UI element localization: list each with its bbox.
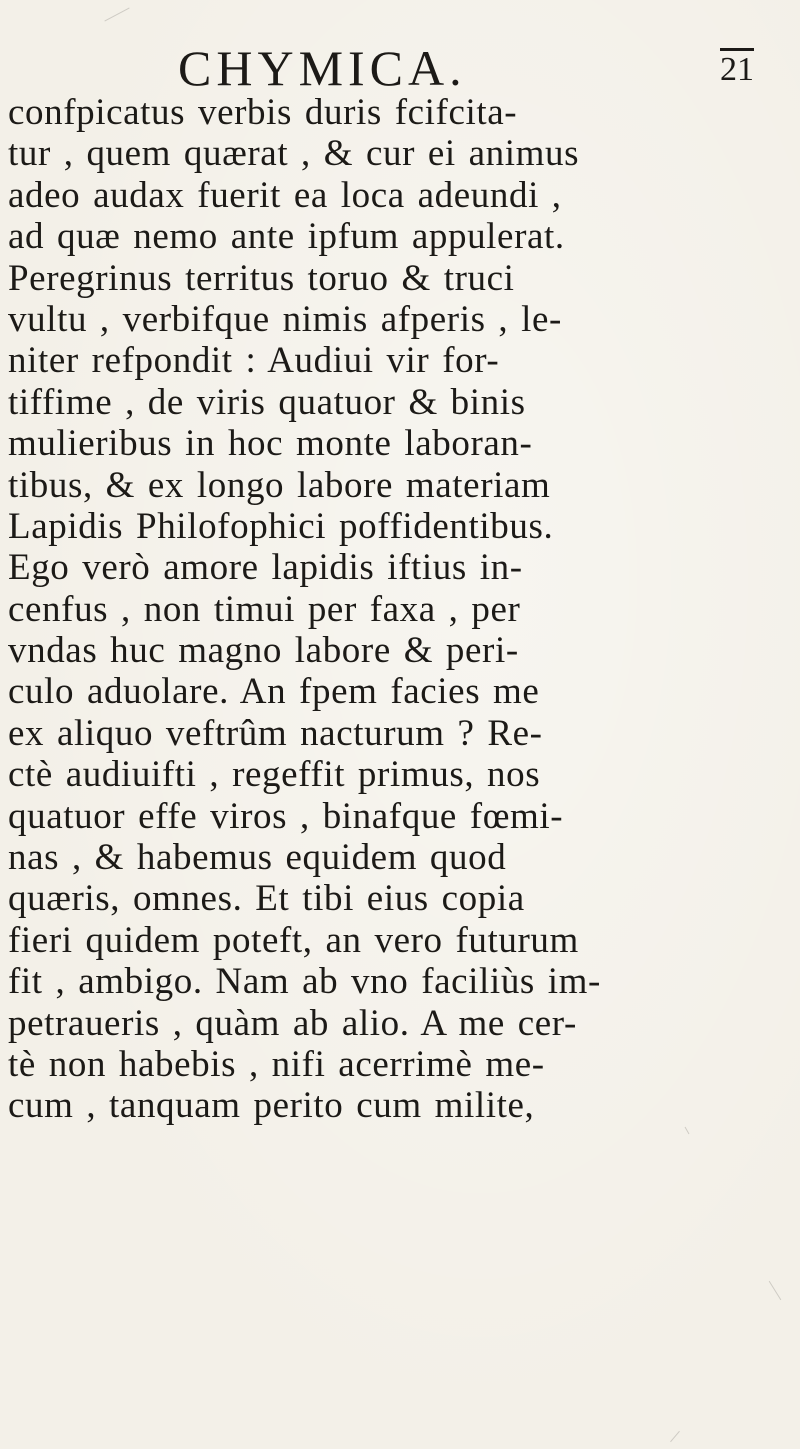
page-number: 21 bbox=[720, 51, 754, 88]
text-line: Ego verò amore lapidis iftius in- bbox=[8, 547, 523, 589]
text-line: niter refpondit : Audiui vir for- bbox=[8, 340, 500, 382]
text-line: quatuor effe viros , binafque fœmi- bbox=[8, 795, 564, 837]
text-line: quæris, omnes. Et tibi eius copia bbox=[8, 878, 525, 920]
paper-mark bbox=[104, 7, 129, 21]
text-line: ctè audiuifti , regeffit primus, nos bbox=[8, 754, 541, 796]
text-line: tè non habebis , nifi acerrimè me- bbox=[8, 1043, 545, 1085]
text-line: ex aliquo veftrûm nacturum ? Re- bbox=[8, 712, 543, 754]
text-line: cum , tanquam perito cum milite, bbox=[8, 1085, 535, 1127]
text-line: Peregrinus territus toruo & truci bbox=[8, 257, 515, 299]
text-line: fieri quidem poteft, an vero futurum bbox=[8, 919, 579, 961]
text-line: petraueris , quàm ab alio. A me cer- bbox=[8, 1002, 577, 1044]
text-line: cenfus , non timui per faxa , per bbox=[8, 588, 521, 630]
text-line: vultu , verbifque nimis afperis , le- bbox=[8, 298, 562, 340]
page-header bbox=[0, 38, 800, 98]
text-line: mulieribus in hoc monte laboran- bbox=[8, 423, 533, 465]
text-line: tiffime , de viris quatuor & binis bbox=[8, 381, 526, 423]
text-line: tibus, & ex longo labore materiam bbox=[8, 464, 551, 506]
running-title: CHYMICA. bbox=[178, 40, 467, 96]
text-line: tur , quem quærat , & cur ei animus bbox=[8, 133, 580, 175]
paper-mark bbox=[769, 1281, 782, 1300]
text-line: confpicatus verbis duris fcifcita- bbox=[8, 92, 518, 133]
text-line: Lapidis Philofophici poffidentibus. bbox=[8, 505, 554, 547]
text-line: adeo audax fuerit ea loca adeundi , bbox=[8, 174, 562, 216]
text-line: vndas huc magno labore & peri- bbox=[8, 630, 519, 672]
text-line: fit , ambigo. Nam ab vno faciliùs im- bbox=[8, 961, 601, 1003]
paper-mark bbox=[670, 1431, 680, 1442]
body-text bbox=[8, 92, 798, 1127]
text-line: culo aduolare. An fpem facies me bbox=[8, 671, 540, 713]
paper-mark bbox=[685, 1127, 690, 1134]
text-line: nas , & habemus equidem quod bbox=[8, 837, 507, 879]
text-line: ad quæ nemo ante ipfum appulerat. bbox=[8, 216, 565, 258]
